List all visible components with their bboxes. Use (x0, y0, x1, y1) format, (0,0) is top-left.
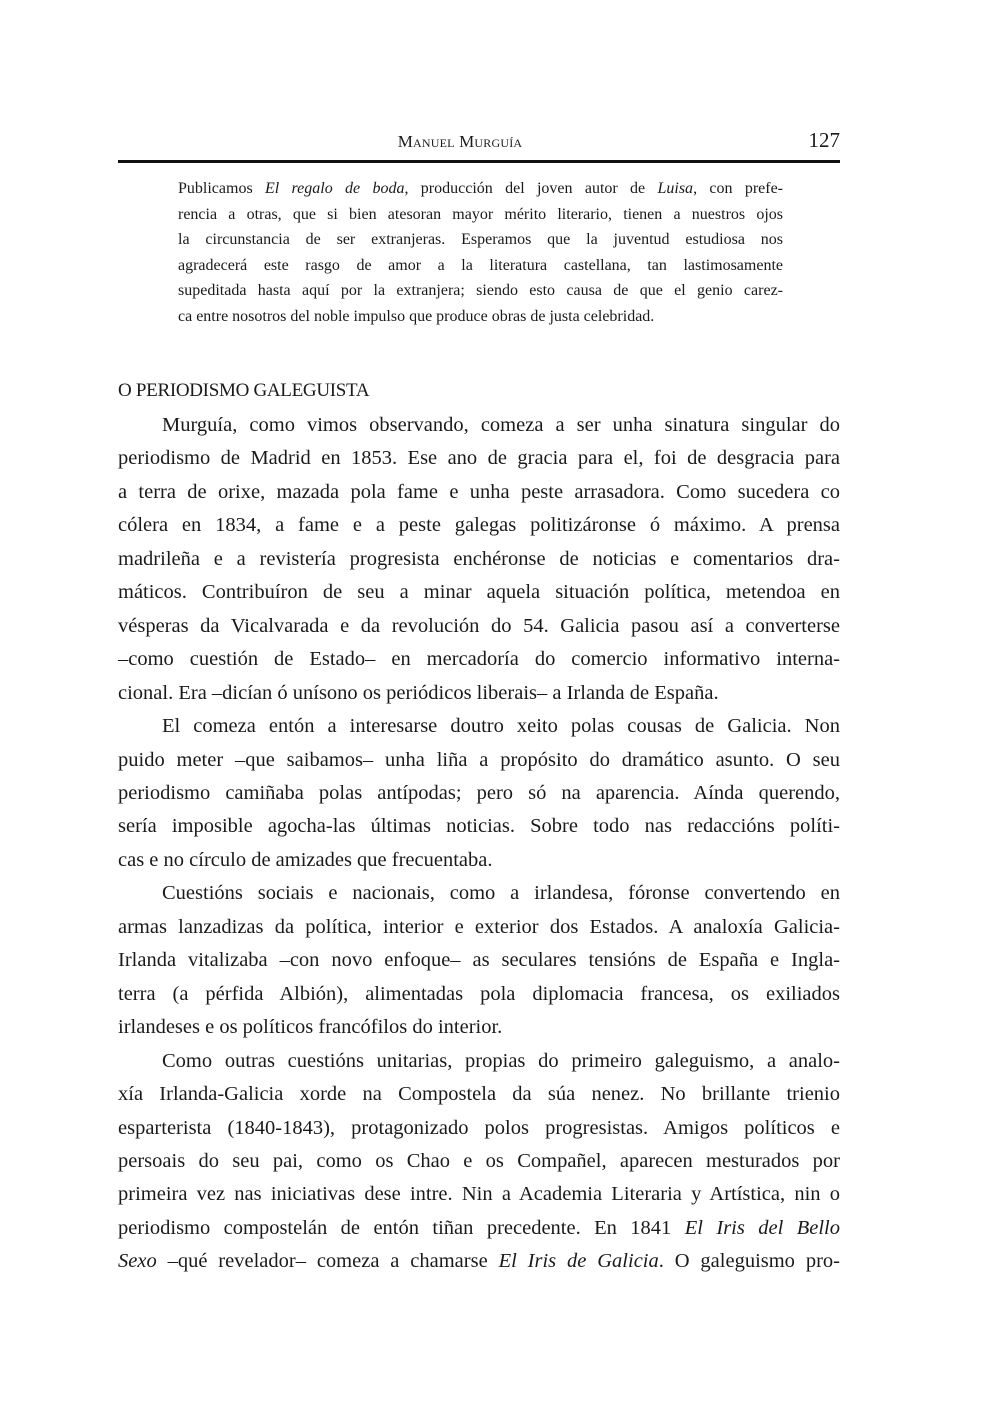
italic-title: Luisa (657, 180, 694, 197)
text-line (118, 744, 840, 777)
text-segment: primeira vez nas iniciativas dese intre. Nin a Academia Literaria y Artística, nin o (118, 1183, 840, 1206)
text-line (118, 509, 840, 542)
text-segment: persoais do seu pai, como os Chao e os Compañel, aparecen mesturados por (118, 1149, 840, 1172)
text-segment: vésperas da Vicalvarada e da revolución do 54. Galicia pasou así a converterse (118, 614, 840, 637)
page-number: 127 (808, 128, 840, 152)
text-segment: armas lanzadizas da política, interior e exterior dos Estados. A analoxía Galicia- (118, 915, 840, 938)
block-quote (178, 176, 783, 330)
text-line (178, 202, 783, 228)
text-line (118, 1145, 840, 1178)
text-segment: , producción del joven autor de (404, 180, 658, 197)
text-segment: la circunstancia de ser extranjeras. Esperamos que la juventud estudiosa nos (178, 231, 783, 249)
text-segment: irlandeses e os políticos francófilos do interior. (118, 1016, 503, 1039)
text-line (178, 253, 783, 279)
text-segment: periodismo de Madrid en 1853. Ese ano de gracia para el, foi de desgracia para (118, 447, 840, 470)
text-line (118, 442, 840, 475)
text-segment: Publicamos (178, 180, 265, 197)
text-line (178, 227, 783, 253)
text-segment: esparterista (1840-1843), protagonizado polos progresistas. Amigos políticos e (118, 1116, 840, 1139)
text-line (118, 643, 840, 676)
text-line (178, 278, 783, 304)
paragraph (118, 877, 840, 1044)
text-segment: supeditada hasta aquí por la extranjera; siendo esto causa de que el genio carez- (178, 282, 783, 300)
text-line (118, 777, 840, 810)
text-line (118, 911, 840, 944)
text-line (118, 844, 840, 877)
paragraph (118, 710, 840, 877)
page-header (118, 128, 840, 163)
text-line (118, 1045, 840, 1078)
text-segment: puido meter –que saibamos– unha liña a propósito do dramático asunto. O seu (118, 748, 840, 771)
text-line (118, 710, 840, 743)
text-segment: rencia a otras, que si bien atesoran mayor mérito literario, tienen a nuestros ojos (178, 205, 783, 223)
text-segment: Como outras cuestións unitarias, propias do primeiro galeguismo, a analo- (162, 1049, 840, 1072)
paragraph (118, 409, 840, 710)
text-line (178, 176, 783, 202)
paragraph (118, 1045, 840, 1279)
text-line (118, 543, 840, 576)
text-segment: cas e no círculo de amizades que frecuentaba. (118, 848, 493, 871)
text-line (118, 1212, 840, 1245)
text-segment: agradecerá este rasgo de amor a la literatura castellana, tan lastimosamente (178, 256, 783, 274)
text-segment: Cuestións sociais e nacionais, como a irlandesa, fóronse convertendo en (162, 882, 840, 905)
text-line (118, 576, 840, 609)
text-segment: , con prefe- (693, 180, 784, 197)
text-segment: a terra de orixe, mazada pola fame e unha peste arrasadora. Como sucedera co (118, 480, 840, 503)
text-line (118, 1112, 840, 1145)
text-segment: –qué revelador– comeza a chamarse (156, 1250, 499, 1273)
italic-title: El Iris de Galicia (498, 1250, 659, 1273)
text-line (118, 1078, 840, 1111)
text-line (118, 1245, 840, 1278)
text-line (118, 877, 840, 910)
text-segment: periodismo camiñaba polas antípodas; pero só na aparencia. Aínda querendo, (118, 781, 840, 804)
text-segment: cional. Era –dicían ó unísono os periódicos liberais– a Irlanda de España. (118, 681, 719, 704)
text-segment: . O galeguismo pro- (658, 1250, 840, 1273)
text-segment: Irlanda vitalizaba –con novo enfoque– as seculares tensións de España e Ingla- (118, 949, 840, 972)
text-segment: ca entre nosotros del noble impulso que produce obras de justa celebridad. (178, 307, 655, 325)
text-segment: Murguía, como vimos observando, comeza a ser unha sinatura singular do (162, 414, 840, 436)
text-segment: máticos. Contribuíron de seu a minar aquela situación política, metendoa en (118, 581, 840, 604)
text-line (118, 978, 840, 1011)
running-head: Manuel Murguía (397, 132, 523, 151)
italic-title: El Iris del Bello (684, 1216, 840, 1239)
text-segment: periodismo compostelán de entón tiñan precedente. En 1841 (118, 1216, 685, 1239)
body-text (118, 409, 840, 1279)
italic-title: El regalo de boda (265, 180, 405, 197)
text-segment: –como cuestión de Estado– en mercadoría do comercio informativo interna- (118, 648, 840, 671)
italic-title: Sexo (118, 1250, 157, 1273)
text-segment: terra (a pérfida Albión), alimentadas pola diplomacia francesa, os exiliados (118, 982, 840, 1005)
text-line (118, 1011, 840, 1044)
text-segment: sería imposible agocha-las últimas noticias. Sobre todo nas redaccións políti- (118, 815, 840, 838)
text-segment: xía Irlanda-Galicia xorde na Compostela da súa nenez. No brillante trienio (118, 1083, 840, 1106)
text-line (118, 810, 840, 843)
text-line (118, 944, 840, 977)
text-line (118, 476, 840, 509)
section-title: O PERIODISMO GALEGUISTA (118, 380, 370, 401)
text-segment: madrileña e a revistería progresista enchéronse de noticias e comentarios dra- (118, 547, 840, 570)
text-line (118, 677, 840, 710)
text-line (118, 1178, 840, 1211)
text-segment: cólera en 1834, a fame e a peste galegas politizáronse ó máximo. A prensa (118, 514, 840, 537)
text-line (118, 610, 840, 643)
text-line (178, 304, 783, 330)
text-segment: El comeza entón a interesarse doutro xeito polas cousas de Galicia. Non (162, 715, 840, 738)
text-line (118, 409, 840, 442)
